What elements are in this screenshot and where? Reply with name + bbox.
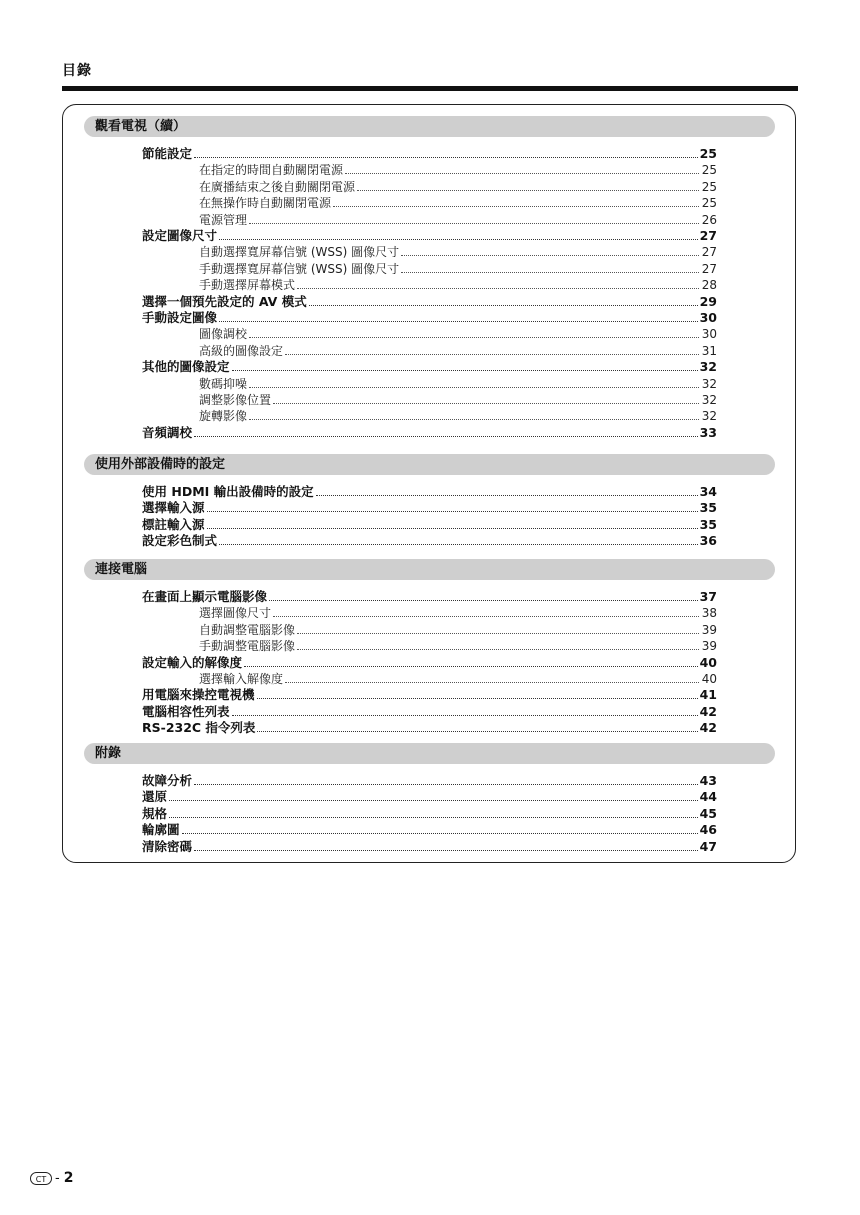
dot-leader (244, 666, 698, 667)
section-title: 附錄 (95, 746, 122, 761)
entry-page-number: 42 (699, 703, 717, 719)
dot-leader (273, 403, 699, 404)
toc-subentry[interactable] (199, 326, 717, 342)
section-title: 連接電腦 (95, 562, 148, 577)
toc-entry[interactable] (142, 822, 717, 838)
entry-page-number: 35 (699, 516, 717, 532)
entry-page-number: 32 (701, 409, 717, 424)
dot-leader (194, 784, 698, 785)
dot-leader (316, 495, 698, 496)
entry-label: 電源管理 (199, 212, 248, 227)
entry-page-number: 36 (699, 533, 717, 549)
entry-page-number: 30 (701, 327, 717, 342)
entry-page-number: 44 (699, 789, 717, 805)
dot-leader (249, 337, 699, 338)
dot-leader (273, 616, 699, 617)
toc-subentry[interactable] (199, 392, 717, 408)
entry-label: 清除密碼 (142, 838, 193, 854)
toc-subentry[interactable] (199, 277, 717, 293)
dot-leader (285, 354, 699, 355)
entry-page-number: 27 (699, 228, 717, 243)
dot-leader (249, 223, 699, 224)
entry-label: 在指定的時間自動關閉電源 (199, 163, 344, 178)
toc-entry[interactable] (142, 806, 717, 822)
dot-leader (169, 800, 698, 801)
entry-label: 設定圖像尺寸 (142, 228, 218, 243)
entry-page-number: 29 (699, 293, 717, 309)
toc-entry[interactable] (142, 359, 717, 375)
dot-leader (207, 528, 698, 529)
toc-entry[interactable] (142, 294, 717, 310)
dot-leader (194, 850, 698, 851)
entry-label: 手動調整電腦影像 (199, 639, 296, 654)
entry-label: 選擇輸入解像度 (199, 672, 284, 686)
entry-page-number: 28 (701, 278, 717, 293)
dot-leader (309, 305, 698, 306)
entry-page-number: 32 (701, 376, 717, 391)
language-badge: CT (30, 1172, 52, 1185)
entry-page-number: 31 (701, 343, 717, 358)
entry-page-number: 32 (699, 359, 717, 375)
dot-leader (257, 731, 697, 732)
entry-label: 在畫面上顯示電腦影像 (142, 589, 268, 604)
dot-leader (269, 600, 698, 601)
entry-label: 手動選擇寬屏幕信號 (WSS) 圖像尺寸 (199, 261, 400, 276)
toc-entry[interactable] (142, 500, 717, 516)
toc-subentry[interactable] (199, 212, 717, 228)
entry-label: 在廣播結束之後自動關閉電源 (199, 179, 356, 194)
entry-page-number: 27 (701, 261, 717, 276)
toc-entry[interactable] (142, 655, 717, 671)
dot-leader (297, 633, 699, 634)
toc-subentry[interactable] (199, 622, 717, 638)
toc-entry[interactable] (142, 228, 717, 244)
dot-leader (219, 544, 698, 545)
toc-subentry[interactable] (199, 671, 717, 687)
toc-entry[interactable] (142, 484, 717, 500)
section-header (84, 743, 775, 764)
dot-leader (257, 698, 698, 699)
toc-subentry[interactable] (199, 376, 717, 392)
dot-leader (182, 833, 698, 834)
entry-label: 手動設定圖像 (142, 310, 218, 325)
entry-page-number: 40 (701, 672, 717, 686)
entry-label: 節能設定 (142, 146, 193, 161)
entry-label: 其他的圖像設定 (142, 359, 230, 375)
dot-leader (232, 370, 698, 371)
entry-label: 圖像調校 (199, 327, 248, 342)
entry-page-number: 39 (701, 639, 717, 654)
dot-leader (219, 239, 698, 240)
toc-subentry[interactable] (199, 261, 717, 277)
entry-label: 自動選擇寬屏幕信號 (WSS) 圖像尺寸 (199, 245, 400, 260)
entry-label: RS-232C 指令列表 (142, 720, 256, 736)
entry-page-number: 42 (699, 720, 717, 736)
dot-leader (401, 255, 699, 256)
dot-leader (357, 190, 699, 191)
entry-label: 使用 HDMI 輸出設備時的設定 (142, 484, 314, 499)
dot-leader (249, 419, 699, 420)
toc-subentry[interactable] (199, 244, 717, 260)
toc-entry[interactable] (142, 687, 717, 703)
toc-entry[interactable] (142, 310, 717, 326)
entry-page-number: 47 (699, 838, 717, 854)
toc-entry[interactable] (142, 789, 717, 805)
page-number: 2 (63, 1170, 74, 1186)
toc-subentry[interactable] (199, 162, 717, 178)
entry-label: 旋轉影像 (199, 409, 248, 424)
dot-leader (207, 511, 698, 512)
dot-leader (333, 206, 699, 207)
dot-leader (194, 436, 698, 437)
entry-page-number: 38 (701, 606, 717, 621)
section-header (84, 454, 775, 475)
dot-leader (345, 173, 699, 174)
entry-page-number: 35 (699, 500, 717, 516)
toc-entry[interactable] (142, 720, 717, 736)
entry-page-number: 39 (701, 622, 717, 637)
entry-page-number: 25 (699, 146, 717, 161)
toc-entry[interactable] (142, 533, 717, 549)
toc-entry[interactable] (142, 146, 717, 162)
entry-label: 選擇圖像尺寸 (199, 606, 272, 621)
section-header (84, 559, 775, 580)
entry-label: 選擇輸入源 (142, 500, 205, 516)
entry-label: 輪廓圖 (142, 822, 180, 838)
entry-page-number: 33 (699, 424, 717, 440)
entry-page-number: 32 (701, 393, 717, 407)
entry-label: 音頻調校 (142, 424, 193, 440)
entry-label: 故障分析 (142, 773, 193, 788)
toc-subentry[interactable] (199, 195, 717, 211)
entry-label: 設定彩色制式 (142, 533, 218, 549)
entry-label: 調整影像位置 (199, 393, 272, 407)
entry-label: 電腦相容性列表 (142, 703, 230, 719)
entry-label: 設定輸入的解像度 (142, 654, 243, 670)
dot-leader (232, 715, 698, 716)
toc-subentry[interactable] (199, 343, 717, 359)
entry-page-number: 25 (701, 196, 717, 211)
entry-label: 還原 (142, 789, 168, 805)
dot-leader (285, 682, 699, 683)
entry-page-number: 25 (701, 163, 717, 178)
entry-label: 手動選擇屏幕模式 (199, 278, 296, 293)
page-title: 目錄 (62, 63, 92, 79)
dot-leader (169, 817, 698, 818)
section-header (84, 116, 775, 137)
toc-entry[interactable] (142, 517, 717, 533)
toc-subentry[interactable] (199, 638, 717, 654)
toc-entry[interactable] (142, 704, 717, 720)
entry-label: 自動調整電腦影像 (199, 622, 296, 637)
entry-label: 規格 (142, 805, 168, 821)
toc-entry[interactable] (142, 839, 717, 855)
toc-subentry[interactable] (199, 408, 717, 424)
entry-page-number: 46 (699, 822, 717, 838)
dot-leader (297, 288, 699, 289)
section-title: 觀看電視（續） (95, 119, 187, 134)
entry-page-number: 43 (699, 773, 717, 788)
entry-page-number: 40 (699, 654, 717, 670)
toc-entry[interactable] (142, 773, 717, 789)
entry-label: 選擇一個預先設定的 AV 模式 (142, 293, 307, 309)
toc-subentry[interactable] (199, 605, 717, 621)
dot-leader (401, 272, 699, 273)
entry-label: 高級的圖像設定 (199, 343, 284, 358)
toc-entry[interactable] (142, 425, 717, 441)
entry-page-number: 25 (701, 179, 717, 194)
footer-separator: - (55, 1170, 60, 1186)
section-title: 使用外部設備時的設定 (95, 457, 226, 472)
dot-leader (297, 649, 699, 650)
entry-page-number: 26 (701, 212, 717, 227)
entry-page-number: 45 (699, 805, 717, 821)
dot-leader (194, 157, 698, 158)
title-rule (62, 86, 798, 91)
entry-page-number: 41 (699, 687, 717, 703)
entry-label: 在無操作時自動關閉電源 (199, 196, 332, 211)
toc-entry[interactable] (142, 589, 717, 605)
toc-subentry[interactable] (199, 179, 717, 195)
entry-label: 數碼抑噪 (199, 376, 248, 391)
dot-leader (249, 387, 699, 388)
entry-page-number: 30 (699, 310, 717, 325)
entry-label: 標註輸入源 (142, 516, 205, 532)
entry-page-number: 27 (701, 245, 717, 260)
entry-page-number: 34 (699, 484, 717, 499)
dot-leader (219, 321, 698, 322)
entry-label: 用電腦來操控電視機 (142, 687, 255, 703)
page-footer (30, 1169, 73, 1187)
entry-page-number: 37 (699, 589, 717, 604)
